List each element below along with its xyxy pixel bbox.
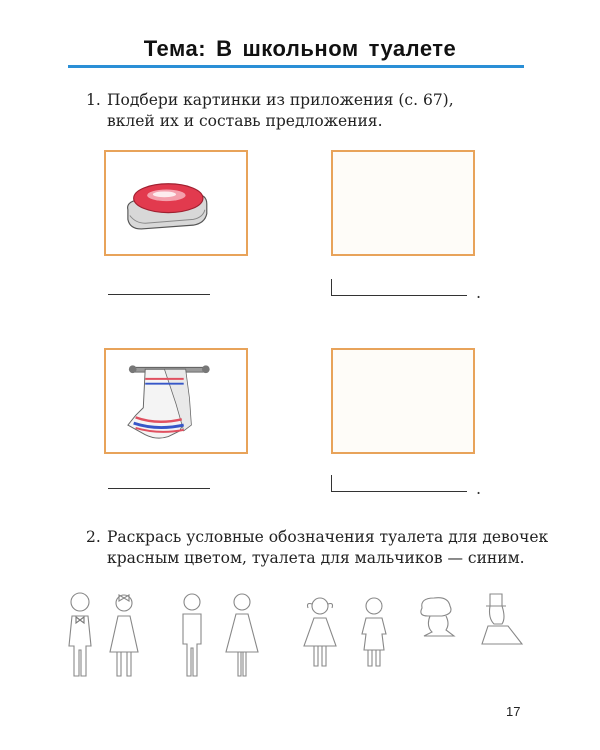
girl-with-bow-icon[interactable] xyxy=(110,595,138,676)
task-text-line: вклей их и составь предложения. xyxy=(107,112,383,130)
task-number: 2. xyxy=(86,528,101,546)
empty-picture-slot[interactable] xyxy=(331,150,475,256)
man-top-hat-icon[interactable] xyxy=(482,594,522,644)
soap-icon xyxy=(106,152,246,254)
woman-figure-icon[interactable] xyxy=(226,594,258,676)
page-title xyxy=(0,36,600,62)
sentence-scheme[interactable] xyxy=(331,475,467,492)
title-word: школьном xyxy=(242,36,359,61)
sentence-end-mark: . xyxy=(476,283,482,302)
girl-with-pigtails-icon[interactable] xyxy=(362,598,386,666)
woman-hat-icon[interactable] xyxy=(421,598,454,636)
man-figure-icon[interactable] xyxy=(183,594,201,676)
task-text-line: красным цветом, туалета для мальчиков — синим. xyxy=(107,549,525,567)
title-word: В xyxy=(216,36,233,61)
task-number: 1. xyxy=(86,91,101,109)
title-underline xyxy=(68,65,524,68)
task-text-line: Подбери картинки из приложения (с. 67), xyxy=(107,91,454,109)
task-2-instructions xyxy=(86,527,548,569)
title-word: туалете xyxy=(368,36,457,61)
towel-icon xyxy=(106,350,246,452)
boy-figure-icon[interactable] xyxy=(304,598,336,666)
page-number: 17 xyxy=(506,704,521,719)
empty-picture-slot[interactable] xyxy=(331,348,475,454)
task-text-line: Раскрась условные обозначения туалета для девочек xyxy=(107,528,549,546)
picture-card-soap xyxy=(104,150,248,256)
toilet-signs-row xyxy=(62,592,532,682)
picture-card-towel xyxy=(104,348,248,454)
answer-line[interactable] xyxy=(108,488,210,489)
task-1-instructions xyxy=(86,90,454,132)
answer-line[interactable] xyxy=(108,294,210,295)
sentence-end-mark: . xyxy=(476,479,482,498)
sentence-scheme[interactable] xyxy=(331,279,467,296)
boy-with-bowtie-icon[interactable] xyxy=(69,593,91,676)
title-word: Тема: xyxy=(143,36,207,61)
